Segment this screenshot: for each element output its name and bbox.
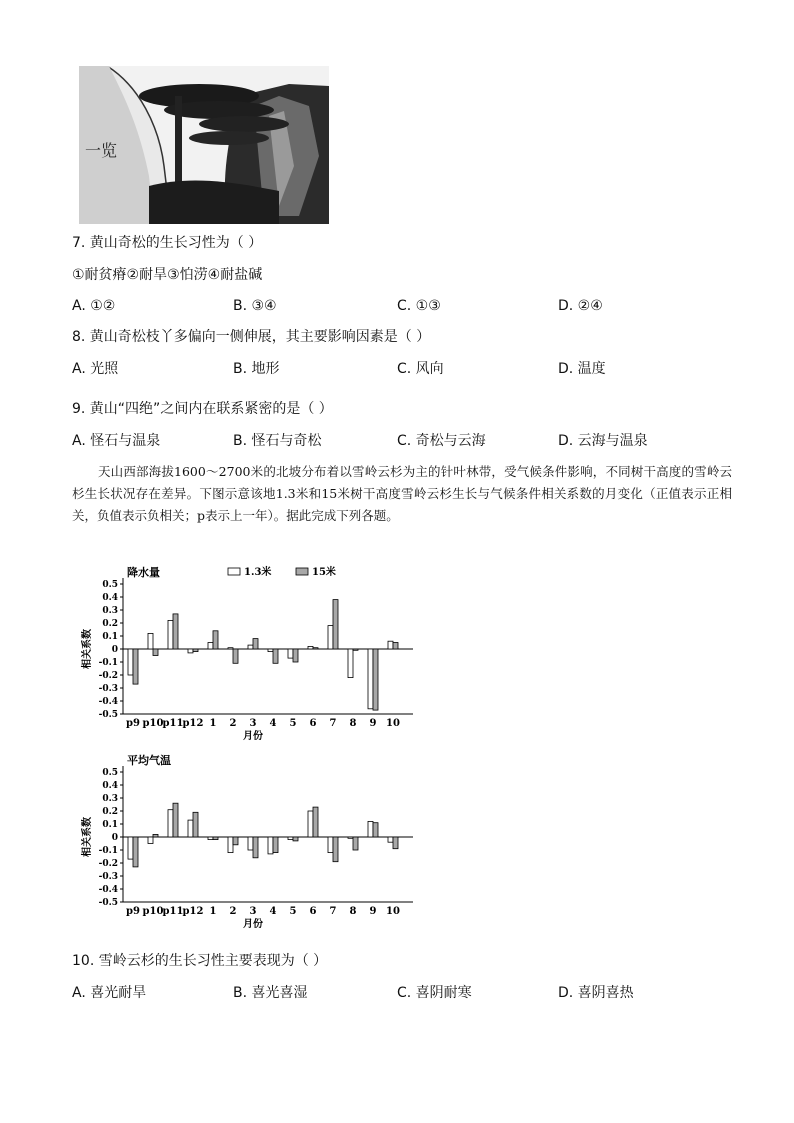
- x-tick-label: 2: [229, 718, 237, 729]
- y-tick-label: -0.3: [98, 872, 118, 882]
- q9-option-c[interactable]: C. 奇松与云海: [397, 433, 486, 449]
- q9-option-d[interactable]: D. 云海与温泉: [558, 433, 648, 449]
- x-tick-label: 1: [209, 718, 217, 729]
- y-tick-label: -0.3: [98, 684, 118, 694]
- q10-option-b[interactable]: B. 喜光喜湿: [233, 985, 308, 1001]
- y-tick-label: 0: [111, 833, 118, 843]
- x-tick-label: 5: [289, 718, 297, 729]
- q9-option-a[interactable]: A. 怪石与温泉: [72, 433, 161, 449]
- bar: [228, 837, 233, 853]
- q8-stem: 8. 黄山奇松枝丫多偏向一侧伸展，其主要影响因素是（ ）: [72, 329, 431, 345]
- chart-title: 降水量: [127, 566, 160, 579]
- q7-option-c[interactable]: C. ①③: [397, 298, 441, 314]
- x-tick-label: 9: [369, 906, 377, 917]
- y-tick-label: 0.3: [102, 794, 118, 804]
- y-axis-label: 相关系数: [82, 817, 93, 857]
- bar: [308, 646, 313, 649]
- bar: [228, 648, 233, 649]
- x-tick-label: 7: [329, 906, 337, 917]
- bar: [128, 649, 133, 675]
- x-tick-label: p10: [142, 718, 164, 729]
- x-tick-label: 4: [269, 718, 277, 729]
- y-tick-label: -0.1: [98, 658, 118, 668]
- q8-option-c[interactable]: C. 风向: [397, 361, 444, 377]
- y-tick-label: -0.4: [98, 697, 118, 707]
- bar: [168, 620, 173, 649]
- bar: [288, 649, 293, 658]
- bar: [373, 649, 378, 710]
- x-tick-label: 1: [209, 906, 217, 917]
- x-tick-label: 4: [269, 906, 277, 917]
- legend-swatch: [296, 568, 308, 575]
- bar: [273, 837, 278, 853]
- x-tick-label: 3: [249, 718, 257, 729]
- y-tick-label: -0.2: [98, 671, 118, 681]
- bar: [208, 643, 213, 650]
- y-tick-label: 0.5: [102, 580, 118, 590]
- y-tick-label: -0.5: [98, 898, 118, 908]
- bar: [233, 837, 238, 845]
- precipitation-chart: [78, 562, 418, 742]
- q8-option-a[interactable]: A. 光照: [72, 361, 119, 377]
- bar: [388, 641, 393, 649]
- bar: [328, 837, 333, 853]
- bar: [193, 812, 198, 837]
- bar: [368, 821, 373, 837]
- x-tick-label: 8: [349, 906, 357, 917]
- bar: [313, 648, 318, 649]
- temperature-chart: [78, 750, 418, 930]
- y-tick-label: 0.1: [102, 632, 118, 642]
- rock-inscription: 一览: [85, 141, 118, 160]
- bar: [368, 649, 373, 709]
- y-tick-label: 0.1: [102, 820, 118, 830]
- bar: [268, 649, 273, 652]
- bar: [348, 837, 353, 838]
- bar: [188, 820, 193, 837]
- y-tick-label: -0.2: [98, 859, 118, 869]
- bar: [393, 837, 398, 849]
- q10-option-a[interactable]: A. 喜光耐旱: [72, 985, 147, 1001]
- bar: [293, 649, 298, 662]
- passage-intro: 天山西部海拔1600～2700米的北坡分布着以雪岭云杉为主的针叶林带，受气候条件影响，不同树干高度的雪岭云杉生长状况存在差异。下图示意该地1.3米和15米树干高度雪岭云杉生长与气候条件相关系数的月变化（正值表示正相关，负值表示负相关；p表示上一年）。据此完成下列各题。: [72, 464, 732, 523]
- y-tick-label: 0.3: [102, 606, 118, 616]
- bar: [253, 837, 258, 858]
- x-tick-label: p11: [162, 906, 184, 917]
- x-axis-label: 月份: [243, 919, 263, 930]
- bar: [153, 834, 158, 837]
- bar: [133, 649, 138, 684]
- bar: [148, 837, 153, 844]
- bar: [288, 837, 293, 840]
- x-tick-label: 2: [229, 906, 237, 917]
- x-tick-label: 5: [289, 906, 297, 917]
- y-tick-label: -0.5: [98, 710, 118, 720]
- q9-option-b[interactable]: B. 怪石与奇松: [233, 433, 322, 449]
- x-tick-label: 3: [249, 906, 257, 917]
- bar: [213, 631, 218, 649]
- q8-option-d[interactable]: D. 温度: [558, 361, 606, 377]
- y-tick-label: -0.1: [98, 846, 118, 856]
- bar: [213, 837, 218, 840]
- y-tick-label: -0.4: [98, 885, 118, 895]
- bar: [248, 837, 253, 850]
- bar: [308, 811, 313, 837]
- x-tick-label: p9: [126, 906, 140, 917]
- bar: [388, 837, 393, 842]
- bar: [128, 837, 133, 859]
- q10-option-c[interactable]: C. 喜阴耐寒: [397, 985, 472, 1001]
- x-tick-label: p12: [182, 906, 204, 917]
- x-tick-label: p12: [182, 718, 204, 729]
- x-axis-label: 月份: [243, 731, 263, 742]
- bar: [333, 600, 338, 649]
- bar: [348, 649, 353, 678]
- y-tick-label: 0: [111, 645, 118, 655]
- x-tick-label: 9: [369, 718, 377, 729]
- bar: [193, 649, 198, 652]
- bar: [353, 649, 358, 650]
- x-tick-label: 8: [349, 718, 357, 729]
- bar: [153, 649, 158, 656]
- bar: [373, 823, 378, 837]
- x-tick-label: 6: [309, 906, 317, 917]
- q8-option-b[interactable]: B. 地形: [233, 361, 280, 377]
- q7-option-b[interactable]: B. ③④: [233, 298, 277, 314]
- chart-title: 平均气温: [127, 754, 171, 767]
- q10-option-d[interactable]: D. 喜阴喜热: [558, 985, 634, 1001]
- bar: [328, 626, 333, 649]
- legend-label: 15米: [312, 567, 336, 578]
- bar: [293, 837, 298, 841]
- bar: [133, 837, 138, 867]
- x-tick-label: 10: [386, 718, 400, 729]
- bar: [188, 649, 193, 653]
- y-axis-label: 相关系数: [82, 629, 93, 669]
- q7-option-a[interactable]: A. ①②: [72, 298, 116, 314]
- y-tick-label: 0.4: [102, 781, 118, 791]
- y-tick-label: 0.2: [102, 619, 118, 629]
- x-tick-label: p11: [162, 718, 184, 729]
- q7-option-d[interactable]: D. ②④: [558, 298, 603, 314]
- bar: [313, 807, 318, 837]
- x-tick-label: p10: [142, 906, 164, 917]
- huangshan-pine-photo: [79, 66, 329, 224]
- q7-stem: 7. 黄山奇松的生长习性为（ ）: [72, 235, 263, 251]
- bar: [248, 645, 253, 649]
- bar: [168, 810, 173, 837]
- bar: [173, 614, 178, 649]
- q9-stem: 9. 黄山“四绝”之间内在联系紧密的是（ ）: [72, 401, 333, 417]
- legend-swatch: [228, 568, 240, 575]
- y-tick-label: 0.4: [102, 593, 118, 603]
- y-tick-label: 0.5: [102, 768, 118, 778]
- x-tick-label: 7: [329, 718, 337, 729]
- q7-substatements: ①耐贫瘠②耐旱③怕涝④耐盐碱: [72, 267, 263, 283]
- bar: [148, 633, 153, 649]
- bar: [233, 649, 238, 663]
- bar: [253, 639, 258, 649]
- x-tick-label: p9: [126, 718, 140, 729]
- bar: [208, 837, 213, 840]
- y-tick-label: 0.2: [102, 807, 118, 817]
- bar: [268, 837, 273, 854]
- legend-label: 1.3米: [244, 567, 272, 578]
- x-tick-label: 6: [309, 718, 317, 729]
- bar: [273, 649, 278, 663]
- bar: [333, 837, 338, 862]
- bar: [353, 837, 358, 850]
- q10-stem: 10. 雪岭云杉的生长习性主要表现为（ ）: [72, 953, 328, 969]
- x-tick-label: 10: [386, 906, 400, 917]
- bar: [393, 643, 398, 650]
- bar: [173, 803, 178, 837]
